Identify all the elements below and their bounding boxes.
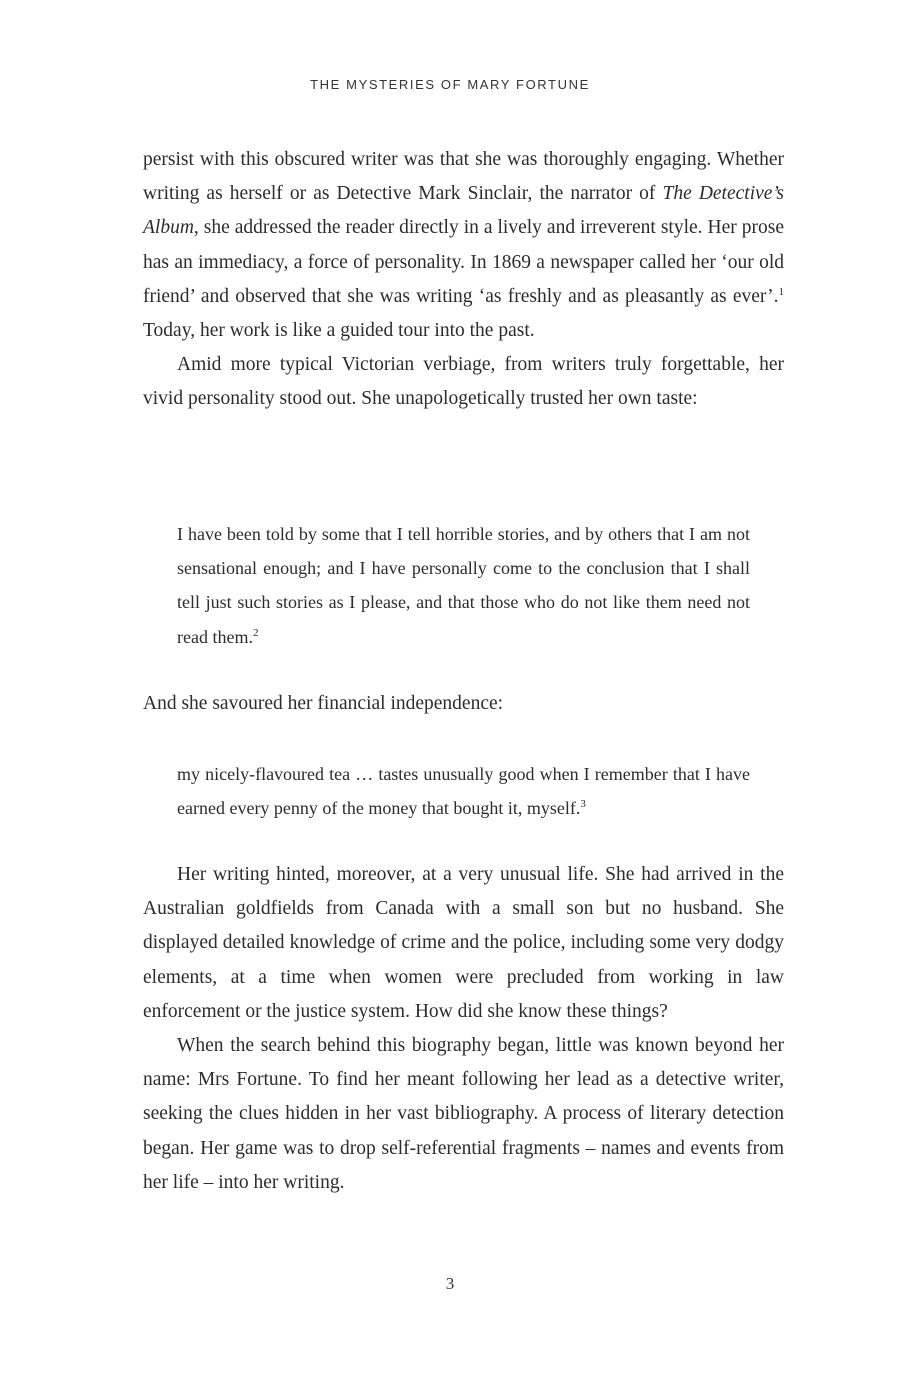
block-quote-2 [177, 757, 750, 825]
paragraph-1-text-b: , she addressed the reader directly in a lively and irreverent style. Her prose has an immediacy, a force of personality. In 1869 a newspaper called her ‘our old friend’ and observed that she was writing ‘as freshly and as pleasantly as ever’. [143, 217, 784, 307]
paragraph-1 [143, 143, 784, 348]
book-title-italic: The Detective’s Album [143, 183, 784, 239]
block-quote-1-body: I have been told by some that I tell horrible stories, and by others that I am not sensational enough; and I have personally come to the conclusion that I shall tell just such stories as I please, and that those who do not like them need not read them. [177, 524, 750, 647]
paragraph-1-text-a: persist with this obscured writer was that she was thoroughly engaging. Whether writing as herself or as Detective Mark Sinclair, the narrator of [143, 149, 784, 205]
paragraph-1-text-c: Today, her work is like a guided tour into the past. [143, 320, 535, 342]
page-number: 3 [445, 1274, 455, 1293]
body-text-block-2 [143, 687, 784, 721]
paragraph-3: And she savoured her financial independence: [143, 693, 504, 714]
paragraph-5: When the search behind this biography began, little was known beyond her name: Mrs Fortune. To find her meant following her lead as a detective writer, seeking the clues hidden in her vast bibliography. A process of literary detection began. Her game was to drop self-referential fragments – names and events from her life – into her writing. [143, 1035, 784, 1193]
footnote-marker-1: 1 [778, 285, 784, 298]
block-quote-2-body: my nicely-flavoured tea … tastes unusually good when I remember that I have earned every penny of the money that bought it, myself. [177, 764, 750, 819]
block-quote-1 [177, 517, 750, 654]
footnote-marker-2: 2 [252, 626, 259, 639]
block-quote-2-text [177, 757, 750, 825]
body-text-block-3 [143, 858, 784, 1200]
paragraph-2: Amid more typical Victorian verbiage, from writers truly forgettable, her vivid personality stood out. She unapologetically trusted her own taste: [143, 354, 784, 410]
footnote-marker-3: 3 [580, 798, 586, 811]
paragraph-4: Her writing hinted, moreover, at a very unusual life. She had arrived in the Australian goldfields from Canada with a small son but no husband. She displayed detailed knowledge of crime and the police, including some very dodgy elements, at a time when women were precluded from working in law enforcement or the justice system. How did she know these things? [143, 864, 784, 1022]
running-head: THE MYSTERIES OF MARY FORTUNE [310, 77, 590, 92]
body-text-block-1 [143, 143, 784, 417]
block-quote-1-text [177, 517, 750, 654]
